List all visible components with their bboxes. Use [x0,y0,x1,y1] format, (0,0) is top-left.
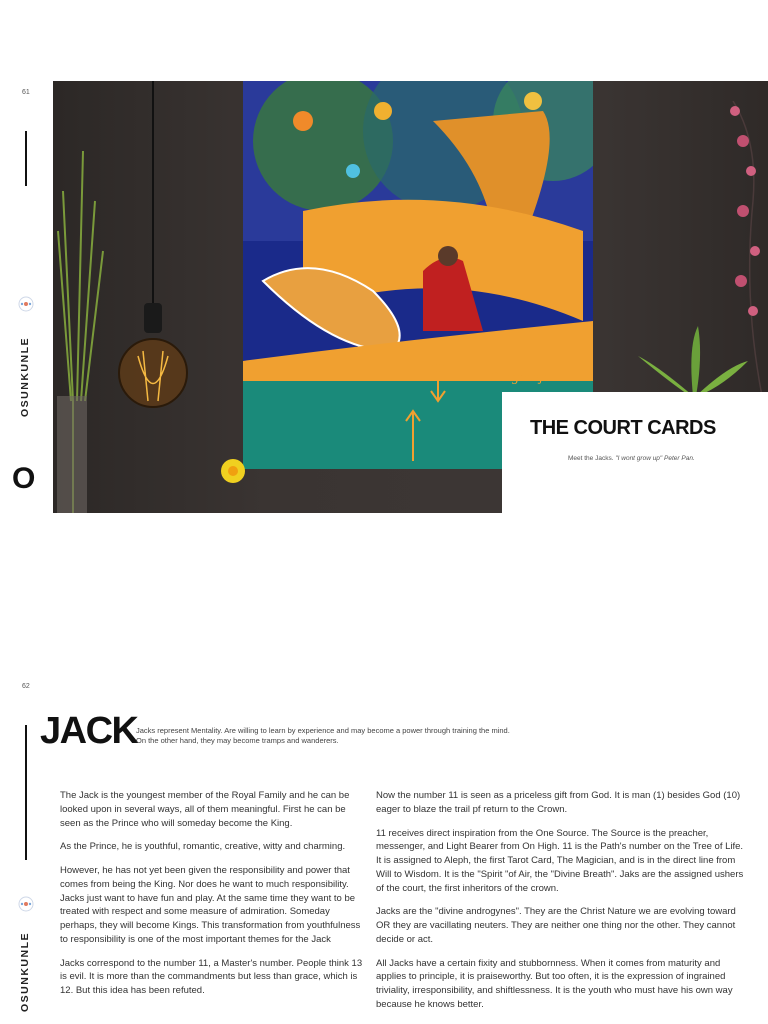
title-panel [502,392,768,513]
big-letter-o: O [12,462,36,495]
daffodil-icon [213,451,253,491]
brand-vertical-bottom: OSUNKUNLE [19,931,31,1012]
section-subtitle [568,455,695,462]
subtitle-plain: Meet the Jacks. [568,455,614,462]
paragraph: Jacks are the "divine androgynes". They are the Christ Nature we are evolving toward OR they are vacillating neuters. They are neither one thing nor the other. They cannot decide or act. [376,906,736,945]
right-column [376,789,746,1022]
brand-logo-icon [17,895,35,913]
paragraph: 11 receives direct inspiration from the One Source. The Source is the preacher, messenger, and Light Bearer from On High. 11 is the Path's number on the Tree of Life. It is assigned to Aleph, the first Tarot Card, The Magician, and is in the direct line from Will to Wisdom. It is the "Spirit "of Air, the "Divine Breath". Jaks are the assigned ushers of the court, the first inheritors of the crown. [376,827,744,894]
jack-heading: JACK [40,710,138,752]
vertical-rule-bottom [25,725,27,860]
plant-vase-icon [53,131,113,513]
hanging-lamp-icon [113,81,193,421]
painting-signature: Sangodeja [491,370,551,385]
paragraph: All Jacks have a certain fixity and stubbornness. When it comes from maturity and applies to principle, it is praiseworthy. But too often, it is the expression of ingrained triviality, irresponsibility, and shiftlessness. It is the youth who must have his own way because he knows better. [376,957,733,1010]
paragraph: As the Prince, he is youthful, romantic, creative, witty and charming. [60,841,346,853]
section-title: THE COURT CARDS [530,417,716,439]
page-number-bottom: 62 [22,683,30,690]
paragraph: Now the number 11 is seen as a priceless gift from God. It is man (1) besides God (10) eager to blaze the trail pf return to the Crown. [376,790,741,815]
vertical-rule-top [25,131,27,186]
paragraph: The Jack is the youngest member of the Royal Family and he can be looked upon in several ways, all of them meaningful. First he can be seen as the Prince who will someday become the King. [60,790,350,829]
jack-intro: Jacks represent Mentality. Are willing to learn by experience and may become a power through training the mind. On the other hand, they may become tramps and wanderers. [136,726,510,746]
brand-vertical-top: OSUNKUNLE [19,336,31,417]
brand-logo-icon [17,295,35,313]
plant-leaves-icon [638,326,748,396]
page-number-top: 61 [22,89,30,96]
paragraph: Jacks correspond to the number 11, a Master's number. People think 13 is evil. It is more than the commandments but less than grace, which is 12. But this idea has been refuted. [60,957,363,997]
paragraph: However, he has not yet been given the responsibility and power that comes from being the King. Nor does he want to much responsibility. Jacks just want to have fun and play. At the same time they want to be treated with respect and some measure of admiration. Someday perhaps, they will become Kings. This transformation from youthfulness to responsibility is one of the most important themes for the Jack [60,865,361,945]
subtitle-quote: "I wont grow up" Peter Pan. [615,455,695,462]
left-column [60,789,366,1008]
